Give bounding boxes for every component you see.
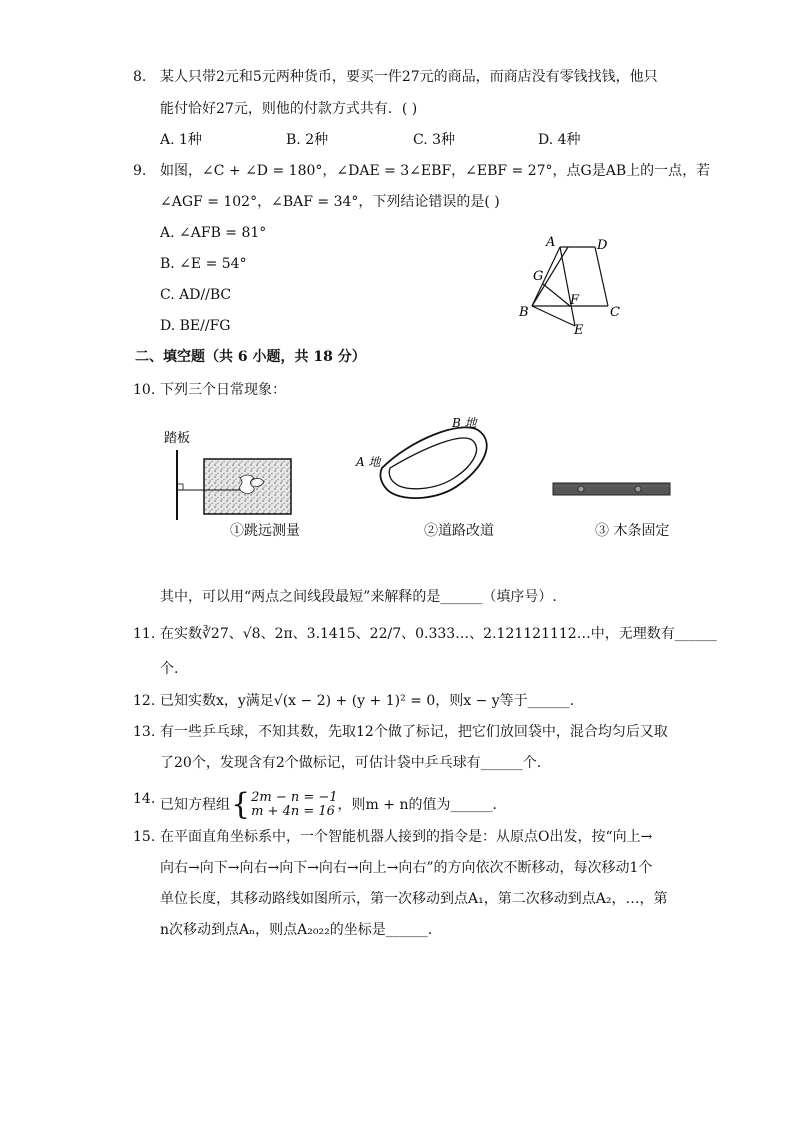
q12-number: 12. <box>133 693 156 709</box>
wooden-strip-figure <box>552 480 672 500</box>
q10-question: 其中，可以用“两点之间线段最短”来解释的是______（填序号）. <box>160 589 557 605</box>
road-figure <box>350 410 500 520</box>
q9-option-a[interactable]: A. ∠AFB = 81° <box>160 225 267 241</box>
q9-geometry-figure <box>510 232 640 342</box>
q9-option-c[interactable]: C. AD//BC <box>160 287 232 303</box>
q13-number: 13. <box>133 724 156 740</box>
q9-option-b[interactable]: B. ∠E = 54° <box>160 256 247 272</box>
fig-label-c: C <box>610 305 620 320</box>
q8-text-line2: 能付恰好27元，则他的付款方式共有．( ) <box>160 101 418 117</box>
q14-number: 14. <box>133 791 156 807</box>
q9-text-line1: 如图，∠C + ∠D = 180°，∠DAE = 3∠EBF，∠EBF = 27°，点G是AB上的一点，若 <box>160 163 711 179</box>
point-a-label: A 地 <box>356 455 381 469</box>
fig-label-f: F <box>570 293 580 308</box>
q14-pre: 已知方程组 <box>160 797 230 813</box>
q8-option-d[interactable]: D. 4种 <box>538 132 581 148</box>
q8-option-b[interactable]: B. 2种 <box>286 132 329 148</box>
fig-label-g: G <box>533 269 544 284</box>
q9-text-line2: ∠AGF = 102°，∠BAF = 34°，下列结论错误的是( ) <box>160 194 500 210</box>
q13-text-line2: 了20个，发现含有2个做标记，可估计袋中乒乓球有______个. <box>160 755 542 771</box>
q15-text-line4: n次移动到点Aₙ，则点A₂₀₂₂的坐标是______. <box>160 922 433 938</box>
q11-number: 11. <box>133 626 156 642</box>
fig-label-e: E <box>574 323 584 338</box>
q8-option-a[interactable]: A. 1种 <box>160 132 202 148</box>
q11-text-line2: 个. <box>160 661 179 677</box>
q9-number: 9. <box>133 163 147 179</box>
q15-text-line3: 单位长度，其移动路线如图所示，第一次移动到点A₁，第二次移动到点A₂，…，第 <box>160 891 668 907</box>
q14-eq1: 2m − n = −1 <box>251 790 338 805</box>
brace-icon: { <box>231 787 251 822</box>
q9-option-d[interactable]: D. BE//FG <box>160 318 231 334</box>
caption-road-change: ②道路改道 <box>424 523 494 539</box>
q15-text-line2: 向右→向下→向右→向下→向右→向上→向右”的方向依次不断移动，每次移动1个 <box>160 860 653 876</box>
q8-number: 8. <box>133 69 147 85</box>
q12-text: 已知实数x，y满足√(x − 2) + (y + 1)² = 0，则x − y等于______. <box>160 693 575 709</box>
q14-post: ，则m + n的值为______. <box>337 797 497 813</box>
q15-number: 15. <box>133 829 156 845</box>
q10-number: 10. <box>133 382 156 398</box>
q14-eq2: m + 4n = 16 <box>251 804 335 819</box>
section-2-heading: 二、填空题（共 6 小题，共 18 分） <box>135 349 366 365</box>
q10-text: 下列三个日常现象： <box>160 382 286 398</box>
board-label: 踏板 <box>164 431 191 446</box>
fig-label-a: A <box>546 235 556 250</box>
q11-text-line1: 在实数∛27、√8、2π、3.1415、22/7、0.333…、2.121121112…中，无理数有______ <box>160 626 717 642</box>
q14-system <box>251 791 337 819</box>
point-b-label: B 地 <box>452 416 477 430</box>
long-jump-figure <box>160 428 300 524</box>
q8-option-c[interactable]: C. 3种 <box>413 132 456 148</box>
caption-wood-fix: ③ 木条固定 <box>595 523 670 539</box>
q15-text-line1: 在平面直角坐标系中，一个智能机器人接到的指令是：从原点O出发，按“向上→ <box>160 829 653 845</box>
caption-long-jump: ①跳远测量 <box>230 523 300 539</box>
q8-text-line1: 某人只带2元和5元两种货币，要买一件27元的商品，而商店没有零钱找钱，他只 <box>160 69 658 85</box>
fig-label-d: D <box>597 238 608 253</box>
fig-label-b: B <box>519 305 529 320</box>
q14-text <box>160 787 497 822</box>
q13-text-line1: 有一些乒乓球，不知其数，先取12个做了标记，把它们放回袋中，混合均匀后又取 <box>160 724 668 740</box>
